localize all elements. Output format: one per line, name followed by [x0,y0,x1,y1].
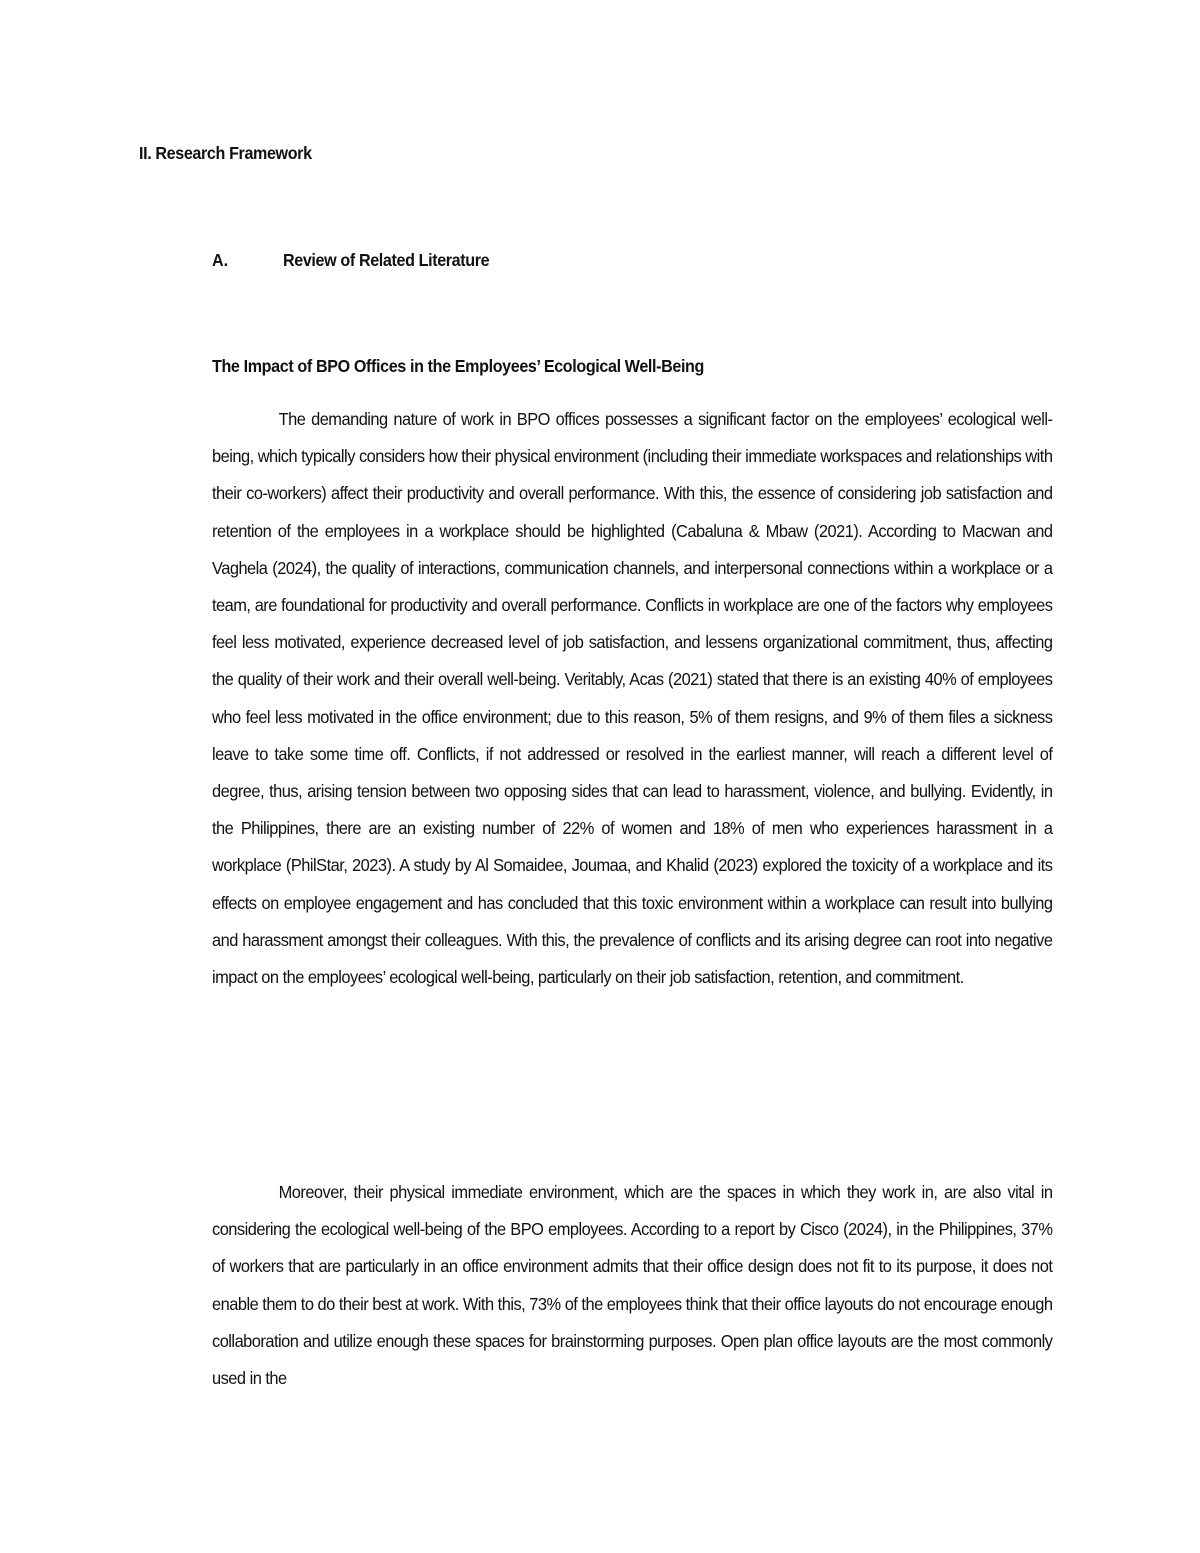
body-paragraph: The demanding nature of work in BPO offices possesses a significant factor on the employees’ ecological well-being, which typically considers how their physical environment (including their immediate workspaces and relationships with their co-workers) affect their productivity and overall performance. With this, the essence of considering job satisfaction and retention of the employees in a workplace should be highlighted (Cabaluna & Mbaw (2021). According to Macwan and Vaghela (2024), the quality of interactions, communication channels, and interpersonal connections within a workplace or a team, are foundational for productivity and overall performance. Conflicts in workplace are one of the factors why employees feel less motivated, experience decreased level of job satisfaction, and lessens organizational commitment, thus, affecting the quality of their work and their overall well-being. Veritably, Acas (2021) stated that there is an existing 40% of employees who feel less motivated in the office environment; due to this reason, 5% of them resigns, and 9% of them files a sickness leave to take some time off. Conflicts, if not addressed or resolved in the earliest manner, will reach a different level of degree, thus, arising tension between two opposing sides that can lead to harassment, violence, and bullying. Evidently, in the Philippines, there are an existing number of 22% of women and 18% of men who experiences harassment in a workplace (PhilStar, 2023). A study by Al Somaidee, Joumaa, and Khalid (2023) explored the toxicity of a workplace and its effects on employee engagement and has concluded that this toxic environment within a workplace can result into bullying and harassment amongst their colleagues. With this, the prevalence of conflicts and its arising degree can root into negative impact on the employees’ ecological well-being, particularly on their job satisfaction, retention, and commitment. [212,409,1053,988]
topic-heading: The Impact of BPO Offices in the Employees’ Ecological Well-Being [212,356,704,376]
subsection-letter: A. [212,250,229,270]
body-paragraph: Moreover, their physical immediate environment, which are the spaces in which they work in, are also vital in considering the ecological well-being of the BPO employees. According to a report by Cisco (2024), in the Philippines, 37% of workers that are particularly in an office environment admits that their office design does not fit to its purpose, it does not enable them to do their best at work. With this, 73% of the employees think that their office layouts do not encourage enough collaboration and utilize enough these spaces for brainstorming purposes. Open plan office layouts are the most commonly used in the [212,1182,1053,1389]
section-heading: II. Research Framework [139,143,312,163]
subsection-title: Review of Related Literature [283,250,490,270]
